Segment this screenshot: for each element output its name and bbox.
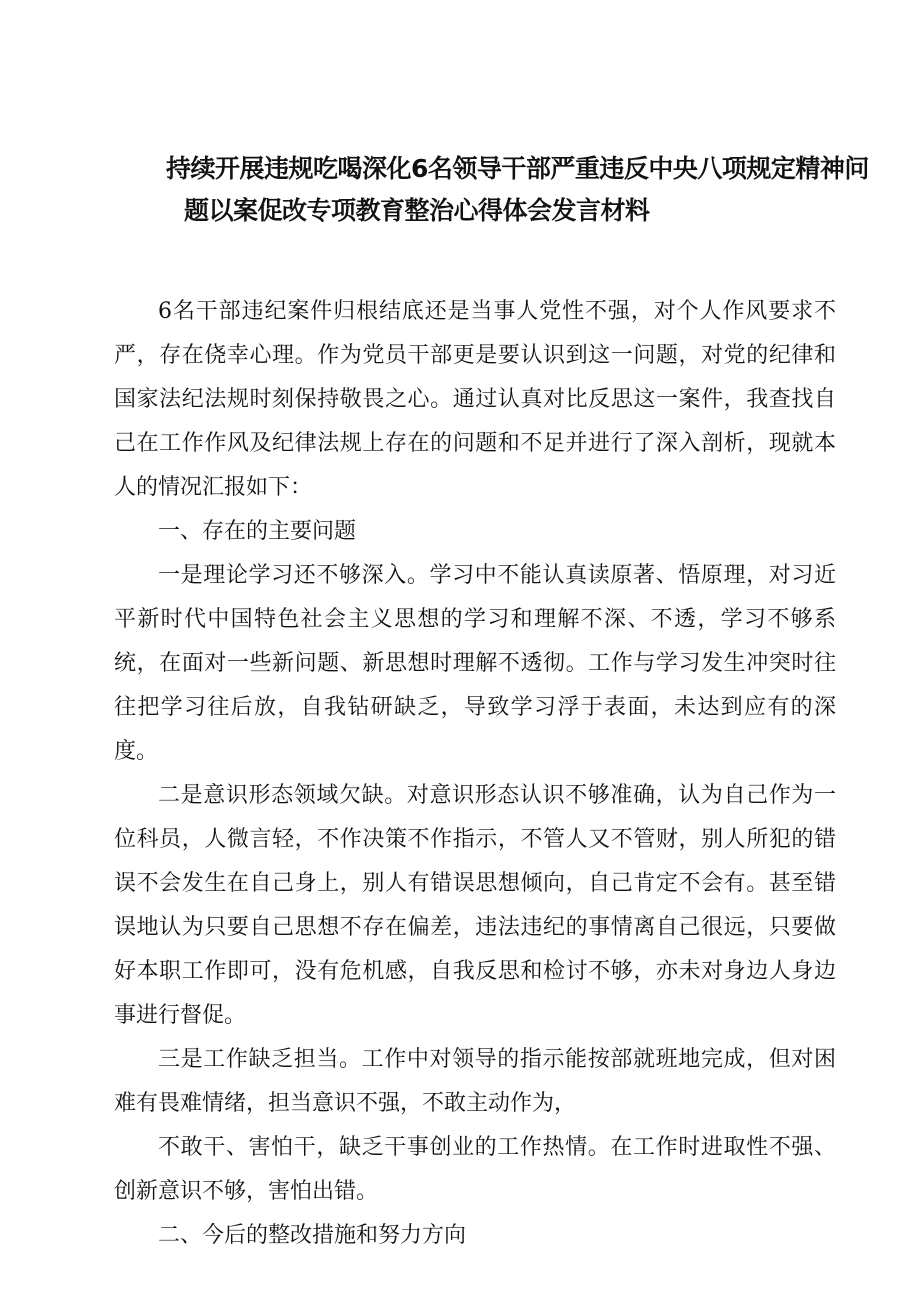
intro-paragraph: 6名干部违纪案件归根结底还是当事人党性不强，对个人作风要求不严，存在侥幸心理。作为党员干部更是要认识到这一问题，对党的纪律和国家法纪法规时刻保持敬畏之心。通过认真对比反思这一案件，我查找自己在工作作风及纪律法规上存在的问题和不足并进行了深入剖析，现就本人的情况汇报如下： <box>114 299 836 500</box>
problem-paragraph-3b: 不敢干、害怕干，缺乏干事创业的工作热情。在工作时进取性不强、创新意识不够，害怕出错。 <box>114 1135 836 1204</box>
section-heading-measures: 二、今后的整改措施和努力方向 <box>158 1223 467 1248</box>
problem-paragraph-3a: 三是工作缺乏担当。工作中对领导的指示能按部就班地完成，但对困难有畏难情绪，担当意识不强，不敢主动作为， <box>114 1047 836 1116</box>
document-title-line-1: 持续开展违规吃喝深化6名领导干部严重违反中央八项规定精神问 <box>166 154 869 183</box>
problem-paragraph-2: 二是意识形态领域欠缺。对意识形态认识不够准确，认为自己作为一位科员，人微言轻，不作决策不作指示，不管人又不管财，别人所犯的错误不会发生在自己身上，别人有错误思想倾向，自己肯定不会有。甚至错误地认为只要自己思想不存在偏差，违法违纪的事情离自己很远，只要做好本职工作即可，没有危机感，自我反思和检讨不够，亦未对身边人身边事进行督促。 <box>114 783 836 1028</box>
section-heading-problems: 一、存在的主要问题 <box>158 519 357 544</box>
problem-paragraph-1: 一是理论学习还不够深入。学习中不能认真读原著、悟原理，对习近平新时代中国特色社会主义思想的学习和理解不深、不透，学习不够系统，在面对一些新问题、新思想时理解不透彻。工作与学习发生冲突时往往把学习往后放，自我钻研缺乏，导致学习浮于表面，未达到应有的深度。 <box>114 563 836 764</box>
document-body <box>114 290 836 1258</box>
document-title-line-2: 题以案促改专项教育整治心得体会发言材料 <box>184 196 650 225</box>
